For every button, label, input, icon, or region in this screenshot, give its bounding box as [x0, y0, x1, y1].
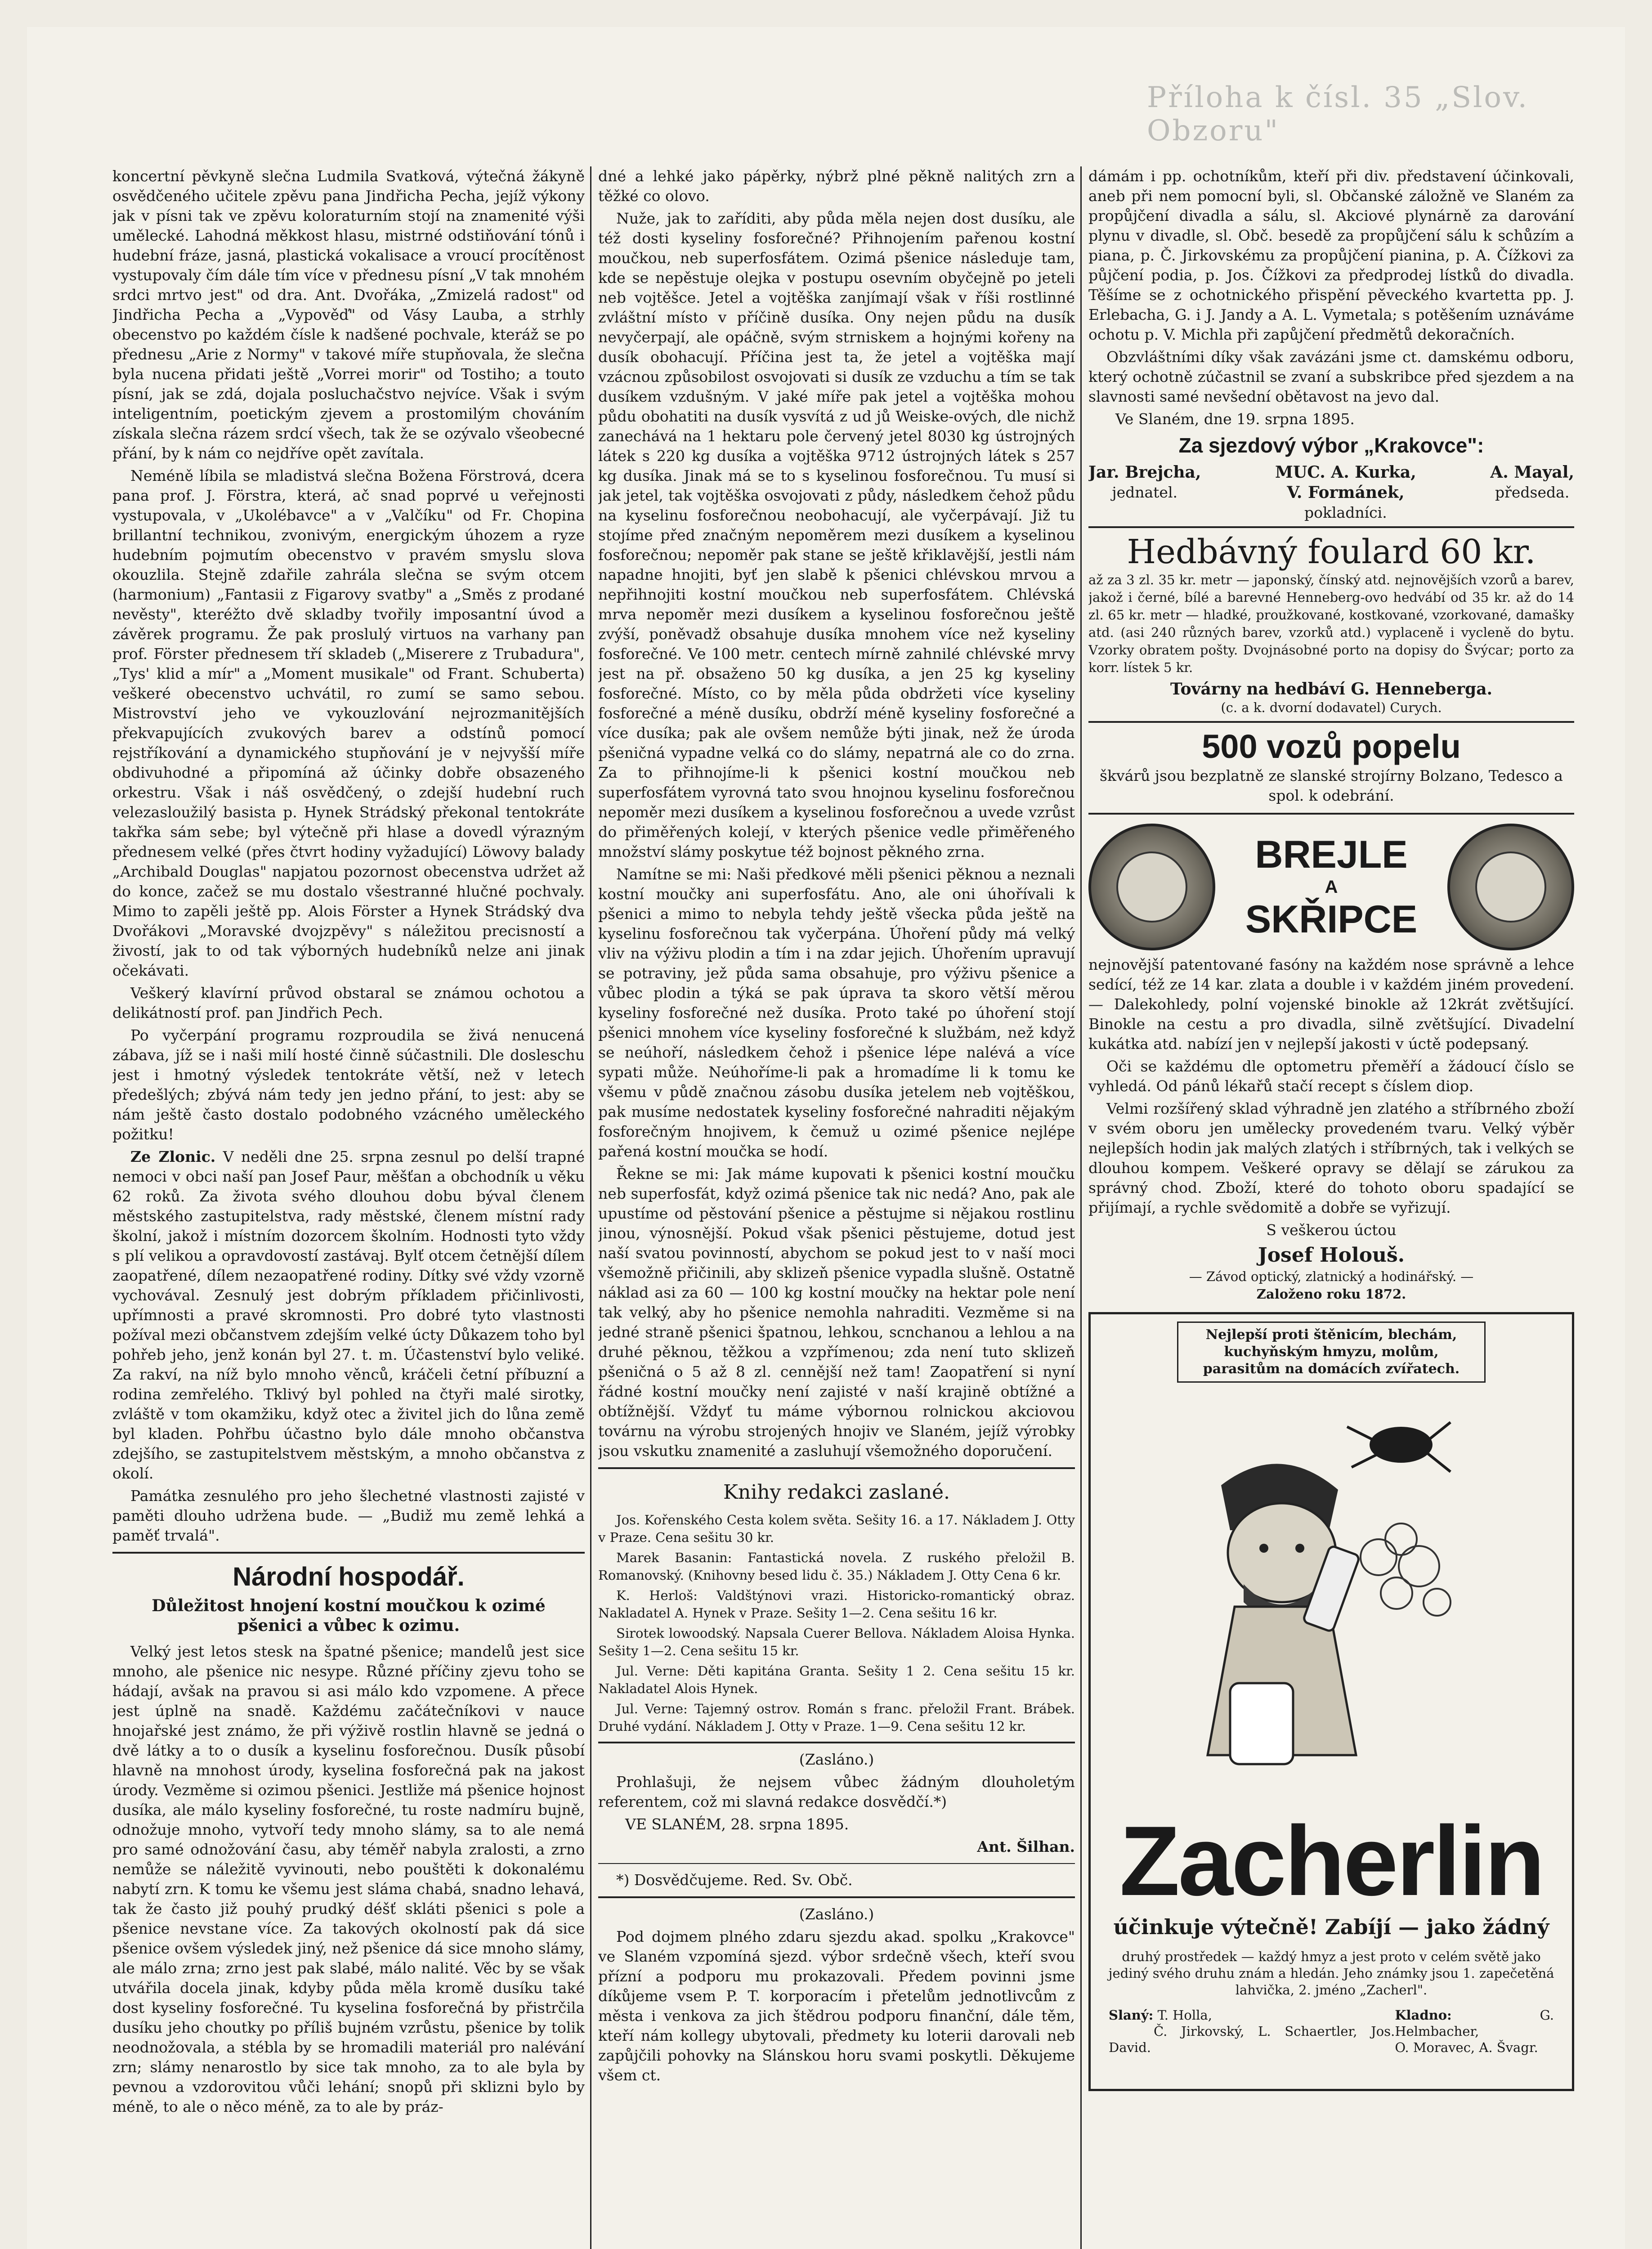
advert-text: nejnovější patentované fasóny na každém nose správně a lehce sedící, též ze 14 kar. zlata a double i v každém jiném provedení. — Dalekohledy, polní vojenské binokle až 12krát zvětšující. Binokle na cestu a pro divadla, silně zvětšující. Divadelní kukátka atd. nabízí jen v nejlepší jakosti v úctě podepsaný.: [1088, 956, 1574, 1053]
paragraph: [112, 1147, 585, 1483]
man-figure-icon: [1208, 1464, 1360, 1764]
column-2: [598, 166, 1075, 2249]
book-list: [598, 1511, 1075, 1735]
advert-title: Hedbávný foulard 60 kr.: [1127, 533, 1536, 571]
depot-seller: Jos. David.: [1109, 2024, 1395, 2055]
signature: Ant. Šilhan.: [977, 1838, 1075, 1855]
advert-brejle: [1088, 813, 1574, 1308]
member-name: MUC. A. Kurka,: [1275, 463, 1416, 482]
book-item: Marek Basanin: Fantastická novela. Z ruského přeložil B. Romanovský. (Knihovny besed lidu č. 35.) Nákladem J. Otty Cena 6 kr.: [598, 1550, 1075, 1583]
book-item: K. Herloš: Valdštýnovi vrazi. Historicko-romantický obraz. Nakladatel A. Hynek v Praze. Sešity 1—2. Cena sešitu 16 kr.: [598, 1588, 1075, 1621]
advert-closing: S veškerou úctou: [1266, 1221, 1397, 1239]
zacherlin-illustration: [1167, 1413, 1455, 1809]
spray-cloud-icon: [1361, 1523, 1451, 1616]
advert-popel: [1088, 721, 1574, 813]
paragraph: Veškerý klavírní průvod obstaral se známou ochotou a delikátností prof. pan Jindřich Pech.: [112, 984, 585, 1021]
depot-left: [1109, 2007, 1395, 2056]
member-name: A. Mayal,: [1490, 463, 1574, 482]
advert-founded: Založeno roku 1872.: [1256, 1286, 1406, 1302]
brejle-title: [1245, 832, 1417, 942]
book-item: Jul. Verne: Tajemný ostrov. Román s franc. přeložil Frant. Brábek. Druhé vydání. Nákladem J. Otty v Praze. 1—9. Cena sešitu 12 kr.: [598, 1701, 1075, 1734]
page-header: Příloha k čísl. 35 „Slov. Obzoru": [1147, 81, 1529, 148]
divider: [598, 1896, 1075, 1898]
member-name: V. Formánek,: [1287, 483, 1405, 502]
book-item: Sirotek lowoodský. Napsala Cuerer Bellova. Nákladem Aloisa Hynka. Sešity 1—2. Cena sešitu 15 kr.: [598, 1626, 1075, 1658]
news-text: V neděli dne 25. srpna zesnul po delší trapné nemoci v obci naší pan Josef Paur, měšťan a obchodník u věku 62 roků. Za života svého dlouhou dobu býval členem městského zastupitelstva, rady městské, členem místní rady školní, jakož i místním dozorcem školním. Hodnosti tyto vždy s plí velikou a opravdovostí zastávaj. Bylť otcem četnější dílem zaopatřené, dílem nezaopatřené rodiny. Dítky své vždy vzorně vychovával. Zesnulý jest dobrým příkladem přičinlivosti, upřímnosti a pravé skromnosti. Pro dobré tyto vlastnosti požíval mezi občanstvem zdejším velké úcty Důkazem toho byl pohřeb jeho, jenž konán byl 27. t. m. Účastenství bylo veliké. Za rakví, na níž bylo mnoho věnců, kráčeli četní příbuzní a rodina zemřelého. Tklivý byl pohled na čtyři malé sirotky, zvláště v tom okamžiku, když otec a živitel jich do lůna země byl kladen. Pohřbu účastno bylo dále mnoho občanstva zdejšího, se zastupitelstvem městským, a mnoho občanstva z okolí.: [112, 1148, 585, 1482]
paragraph: Velký jest letos stesk na špatné pšenice; mandelů jest sice mnoho, ale pšenice nic nesype. Různé příčiny zjevu toho se hádají, avšak na pravou si asi málo kdo vzpomene. A přece jest úplně na snadě. Každému začátečníkovi v nauce hnojařské jest známo, že při výživě rostlin hlavně se jedná o dvě látky a to o dusík a kyselinu fosforečnou. Dusík působí hlavně na mnohost úrody, kyselina fosforečná pak na jakost úrody. Vezměme si ozimou pšenici. Jestliže má pšenice hojnost dusíka, ale málo kyseliny fosforečné, tu roste nadmíru bujně, odnožuje mnoho, vytvoří tedy mnoho slámy, sa to ale nemá pro samé odnožování času, aby téměř nabyla zralosti, a zrno nemůže se náležitě vyvinouti, nebo pouštěti k dokonalému nabytí zrn. K tomu ke všemu jest sláma chabá, snadno lehavá, tak že často již pouhý prudký déšť skláti pšenici s pole a pšenice nevstane více. Za takových okolností pak dá sice pšenice ovšem výsledek jiný, než pšenice dá sice mnoho slámy, ale málo zrna; zrno jest pak slabé, málo nalité. Věc by se však utvářila docela jinak, kdyby půda měla kromě dusíku také dost kyseliny fosforečné. Tu kyselina fosforečná by přistrčila dusíku jeho choutky po příliš bujném vzrůstu, pšenice by tolik neodnožovala, a stébla by se hromadili materiál pro nalévání zrn; slámy nenarostlo by sice tak mnoho, za to ale byla by pevnou a vzdorovitou vůči lehání; snopů při sklizni bylo by méně, to ale o něco méně, za to ale by práz-: [112, 1643, 585, 2115]
advert-footer: Továrny na hedbáví G. Henneberga.: [1170, 680, 1493, 699]
depot-seller: G. Helmbacher,: [1395, 2007, 1554, 2039]
advert-foulard: [1088, 526, 1574, 721]
member-role: předseda.: [1495, 484, 1570, 501]
depot-town: Slaný:: [1109, 2007, 1154, 2023]
books-title: Knihy redakci zaslané.: [723, 1481, 950, 1504]
book-item: Jul. Verne: Děti kapitána Granta. Sešity 1 2. Cena sešitu 15 kr. Nakladatel Alois Hynek.: [598, 1663, 1075, 1696]
paragraph: Prohlašuji, že nejsem vůbec žádným dlouholetým referentem, což mi slavná redakce dosvědčí.*): [598, 1773, 1075, 1810]
divider: [112, 1552, 585, 1554]
depot-town: Kladno:: [1395, 2007, 1452, 2023]
paragraph: Památka zesnulého pro jeho šlechetné vlastnosti zajisté v paměti dlouho udržena bude. — „Budiž mu země lehká a paměť trvalá".: [112, 1487, 585, 1544]
paragraph: Pod dojmem plného zdaru sjezdu akad. spolku „Krakovce" ve Slaném vzpomíná sjezd. výbor srdečně všech, kteří svou přízní a podporu mu prokazovali. Předem povinni jsme díkůjeme vsem P. T. korporacím i přetelům jednotlivcům z města i venkova za jich štědrou podporu finanční, dále těm, kteří nám kollegy ubytovali, předmety ku loterii darovali neb zapůjčili pohovky na Slánskou horu svami poskytli. Děkujeme všem ct.: [598, 1928, 1075, 2084]
zaslano-label: (Zasláno.): [799, 1905, 874, 1923]
advert-firm: — Závod optický, zlatnický a hodinářský. —: [1189, 1269, 1474, 1284]
advert-footer: (c. a k. dvorní dodavatel) Curych.: [1221, 700, 1442, 715]
member-role: jednatel.: [1112, 484, 1178, 501]
column-divider: [590, 166, 591, 2249]
paragraph: koncertní pěvkyně slečna Ludmila Svatková, výtečná žákyně osvědčeného učitele zpěvu pana Jindřicha Pecha, jejíž výkony jak v písni tak ve zpěvu koloraturním stojí na znamenité výši umělecké. Lahodná měkkost hlasu, mistrné odstiňování tónů i hudební fráze, jasná, plastická vokalisace a vroucí procítěnost vystupovaly čím dále tím více v přednesu písní „V tak mnohém srdci mrtvo jest" od dra. Ant. Dvořáka, „Zmizelá radost" od Jindřicha Pecha a „Vypověď" od Vásy Lauba, a strhly obecenstvo po každém čísle k nadšené pochvale, kteráž se po přednesu „Arie z Normy" v takové míře stupňovala, že slečna byla nucena přidati ještě „Vorrei morir" od Tostiho; a touto písní, jak se zdá, dojala posluchačstvo nejvíce. Však i svým inteligentním, poetickým zjevem a prostomilým chováním získala slečna rázem srdcí všech, tak že se ozývalo všeobecné přání, by k nám co nejdříve opět zavítala.: [112, 167, 585, 462]
advert-name: Josef Holouš.: [1258, 1244, 1405, 1267]
paragraph: Namítne se mi: Naši předkové měli pšenici pěknou a neznali kostní moučky ani superfosfátu. Ano, ale oni úhořívali k pšenici a mimo to nebyla tehdy ještě všecka půda ještě na kyselinu fosforečnou tak vyčerpána. Úhoření půdy má velký vliv na výživu plodin a tím i na zdar jejich. Úhořením upravují se potraviny, jež půda sama obsahuje, pro výživu pšenice a vůbec plodin a týká se pak úprava ta skoro větší měrou kyseliny fosforečné než dusíka. Proto také po úhoření stojí pšenici mnohem více kyseliny fosforečné k službám, než když se neúhoří, následkem čehož i pšenice lépe nalévá a více sypati může. Neúhoříme-li pak a hromadíme li k tomu ke všemu v půdě značnou zásobu dusíka jetelem neb vojtěškou, pak musíme nedostatek kyseliny fosforečné nahraditi nějakým fosforečným hnojivem, k čemuž u ozimé pšenice nejlépe pařená kostní moučka se hodí.: [598, 865, 1075, 1160]
brejle-word: SKŘIPCE: [1245, 898, 1418, 941]
zacherlin-depots: [1109, 2007, 1554, 2056]
footnote: *) Dosvědčujeme. Red. Sv. Obč.: [616, 1871, 853, 1889]
date-line: VE SLANÉM, 28. srpna 1895.: [625, 1815, 849, 1833]
depot-seller: A. Švagr.: [1479, 2040, 1538, 2055]
depot-seller: O. Moravec,: [1395, 2040, 1475, 2055]
committee-member: [1088, 462, 1201, 523]
member-role: pokladníci.: [1304, 504, 1387, 521]
committee-member: [1490, 462, 1574, 523]
column-1: [112, 166, 585, 2249]
paragraph: Řekne se mi: Jak máme kupovati k pšenici kostní moučku neb superfosfát, když ozimá pšenice tak nic nedá? Ano, pak ale upustíme od pěstování pšenice a pěstujme si nějakou rostlinu jinou, výnosnější. Pokud však pšenici pěstujeme, dotud jest naší svatou povinností, abychom se pokud jest to v naší moci všemožně přičinili, aby sklizeň pšenice vypadla slušně. Ostatně náklad asi za 60 — 100 kg kostní moučky na hektar pole není tak velký, aby ho pšenice nemohla nahraditi. Vezměme si na jedné straně pšenici špatnou, lehkou, scnchanou a lehlou a na druhé pěknou, těžkou a vzpřímenou; zda není tuto sklizeň pšeničná o 5 až 8 zl. cennější než tam! Zaopatření si nyní řádné kostní moučky není zajisté v naší krajině obtížné a obtížnější. Vždyť tu máme výbornou rolnickou akciovou továrnu na výrobu strojených hnojiv ve Slaném, jejíž výrobky jsou vskutku znamenité a zasluhují všemožného doporučení.: [598, 1165, 1075, 1460]
paragraph: Po vyčerpání programu rozproudila se živá nenucená zábava, jíž se i naši milí hosté činně súčastnili. Dle dosleschu jest i hmotný výsledek tentokráte větší, než v letech předešlých; zbývá nám tedy jen jedno přání, to jest: aby se nám ještě často dostalo podobného vzácného uměleckého požitku!: [112, 1026, 585, 1143]
section-title: Národní hospodář.: [233, 1562, 465, 1591]
paragraph: Neméně líbila se mladistvá slečna Božena Förstrová, dcera pana prof. J. Förstra, která, ač snad poprvé u veřejnosti vystupovala, v „Ukolébavce" a v „Valčíku" od Fr. Chopina brillantní technikou, zvonivým, energickým úhozem a ryze hudebním pojmutím obecenstvo v pravém smyslu slova okouzlila. Stejně zdařile zahrála slečna se svým otcem (harmonium) „Fantasii z Figarovy svatby" a „Směs z prodané nevěsty", kteréžto dvě skladby tvořily imposantní úvod a závěrek programu. Že pak proslulý virtuos na varhany pan prof. Förster přednesem tří skladeb („Miserere z Trubadura", „Tys' klid a mír" a „Moment musikale" od Frant. Schuberta) veškeré obecenstvo uchvátil, ro zumí se samo sebou. Mistrovství jeho ve vykouzlování nejrozmanitějších překvapujících zvukových barev a odstínů pomocí rejstříkování a dynamického stupňování je v nejvyšší míře obdivuhodné a připomíná až účinky dobře obsazeného orkestru. Však i náš osvědčený, o zdejší hudební ruch velezasloužilý basista p. Hynek Strádský překonal tentokráte takřka sám sebe; byl výtečně při hlase a dovedl výrazným přednesem velké (přes čtvrt hodiny vyžadující) Löwovy balady „Archibald Douglas" napjatou pozornost obecenstva udržet až do konce, začež se mu dostalo všestranné hlučné pochvaly. Mimo to zapěli ještě pp. Alois Förster a Hynek Strádský dva Dvořákovi „Moravské dvojzpěvy" s náležitou precisností a živostí, jak to od tak výborných hudebníků nelze ani jinak očekávati.: [112, 467, 585, 979]
zacherlin-text: druhý prostředek — každý hmyz a jest proto v celém světě jako jediný svého druhu znám a hledán. Jeho známky jsou 1. zapečetěná lahvička, 2. jméno „Zacherl".: [1108, 1949, 1554, 1998]
advert-text: škvárů jsou bezplatně ze slanské strojírny Bolzano, Tedesco a spol. k odebrání.: [1100, 767, 1563, 804]
paragraph: dné a lehké jako pápěrky, nýbrž plné pěkně nalitých zrn a těžké co olovo.: [598, 167, 1075, 205]
depot-seller: Č. Jirkovský,: [1154, 2024, 1245, 2039]
committee-signatures: [1088, 462, 1574, 523]
date-line: Ve Slaném, dne 19. srpna 1895.: [1115, 410, 1355, 428]
column-divider: [1080, 166, 1082, 2249]
divider: [598, 1467, 1075, 1469]
depot-seller: T. Holla,: [1157, 2007, 1212, 2023]
advert-text: až za 3 zl. 35 kr. metr — japonský, čínský atd. nejnovějších vzorů a barev, jakož i černé, bílé a barevné Henneberg-ovo hedvábí od 35 kr. až do 14 zl. 65 kr. metr — hladké, proužkované, kostkované, vzorkované, damašky atd. (asi 240 různých barev, vzorků atd.) vyplaceně i vycleně do bytu. Vzorky obratem pošty. Dvojnásobné porto na dopisy do Švýcar; porto za korr. lístek 5 kr.: [1088, 572, 1574, 675]
brejle-word: A: [1325, 877, 1338, 897]
medal-right-icon: [1447, 824, 1574, 950]
medal-left-icon: [1088, 824, 1215, 950]
divider: [598, 1742, 1075, 1743]
zacherlin-title: Zacherlin: [1119, 1805, 1544, 1916]
brejle-word: BREJLE: [1255, 833, 1408, 876]
depot-seller: L. Schaertler,: [1258, 2024, 1357, 2039]
divider: [598, 1863, 1075, 1864]
paragraph: dámám i pp. ochotníkům, kteří při div. představení účinkovali, aneb při nem pomocní byli, sl. Občanské záložně ve Slaném za propůjčení divadla a sálu, sl. Akciové plynárně za darování plynu v divadle, sl. Obč. besedě za propůjčení sálu k schůzím a piana, p. Č. Jirkovskému za propůjčení pianina, p. A. Čížkovi za půjčení podia, p. Jos. Čížkovi za předprodej lístků do divadla. Těšíme se z ochotnického přispění pěveckého kvartetta pp. J. Erlebacha, G. i J. Jandy a A. L. Vymetala; s potěšením uznáváme ochotu p. V. Michla při zapůjčení předmětů dekoračních.: [1088, 167, 1574, 343]
committee-title: Za sjezdový výbor „Krakovce":: [1178, 434, 1484, 457]
advert-zacherlin: [1088, 1312, 1574, 2091]
beetle-icon: [1347, 1422, 1451, 1472]
article-title: Důležitost hnojení kostní moučkou k ozimé pšenici a vůbec k ozimu.: [152, 1596, 546, 1635]
paragraph: Nuže, jak to zaříditi, aby půda měla nejen dost dusíku, ale též dosti kyseliny fosforečné? Přihnojením pařenou kostní moučkou, neb superfosfátem. Ozimá pšenice následuje tam, kde se nepěstuje olejka v postupu osevním obyčejně po jeteli neb vojtěšce. Jetel a vojtěška zanjímají však v říši rostlinné zvláštní místo v příčině dusíka. Ony nejen půdu na dusík nevyčerpají, ale opáčně, svým strniskem a hojnými kořeny na dusík obohacují. Příčina jest ta, že jetel a vojtěška mají vzácnou způsobilost osvojovati si dusík ze vzduchu a tím se tak dusíkem vzdušným. V jaké míře pak jetel a vojtěška mohou půdu obohatiti na dusík vysvítá z ud jů Weiske-ových, dle nichž zanechává na 1 hektaru pole červený jetel 8030 kg ústrojných látek s 220 kg dusíka a vojtěška 9712 ústrojných látek s 257 kg dusíka. Jinak má se to s kyselinou fosforečnou. Tu musí si jak jetel, tak vojtěška osvojovati z půdy, následkem čehož půdu na kyselinu fosforečnou neobohacují, ale vyčerpávají. Již tu stojíme před značným nepoměrem mezi dusíkem a kyselinou fosforečnou; nepoměr pak stane se ještě křiklavější, jestli nám napadne hnojiti, byť jen slabě k pšenici chlévskou mrvou a nepřihnojiti kostní moučkou neb superfosfátem. Chlévská mrva nepoměr mezi dusíkem a kyselinou fosforečnou ještě zvýší, poněvadž obsahuje dusíka mnohem více než kyseliny fosforečné. Ve 100 metr. centech mírně zahnilé chlévské mrvy jest na př. obsaženo 50 kg dusíka, a jen 25 kg kyseliny fosforečné. Místo, co by měla půda obdržeti více kyseliny fosforečné a méně dusíku, obdrží méně kyseliny fosforečné a více dusíka; pak ale ovšem nemůže býti jinak, než že úroda pšeničná vypadne velká co do slámy, nepatrná ale co do zrna. Za to přihnojíme-li k pšenici kostní moučkou neb superfosfátem vyrovná tato svou hnojnou kyselinu fosforečnou nepoměr mezi dusíkem a kyselinou fosforečnou a uvede vzrůst do přiměřených kolejí, v kterých pšenice vedle přiměřeného množství slámy poskytue též bojnost pěkného zrna.: [598, 210, 1075, 860]
zaslano-label: (Zasláno.): [799, 1751, 874, 1768]
news-headline: Ze Zlonic.: [130, 1148, 216, 1165]
advert-text: Oči se každému dle optometru přeměří a žádoucí číslo se vyhledá. Od pánů lékařů stačí recept s číslem diop.: [1088, 1057, 1574, 1095]
member-name: Jar. Brejcha,: [1088, 463, 1201, 482]
paragraph: Obzvláštními díky však zavázáni jsme ct. damskému odboru, který ochotně zúčastnil se zvaní a subskribce před sjezdem a na slavnosti samé nevšední obětavost na jevo dal.: [1088, 348, 1574, 405]
zacherlin-slogan: účinkuje výtečně! Zabíjí — jako žádný: [1113, 1915, 1549, 1939]
column-3: [1088, 166, 1574, 2249]
brejle-header: [1088, 824, 1574, 950]
advert-title: 500 vozů popelu: [1202, 728, 1461, 765]
committee-member: [1275, 462, 1416, 523]
book-item: Jos. Kořenského Cesta kolem světa. Sešity 16. a 17. Nákladem J. Otty v Praze. Cena sešitu 30 kr.: [598, 1512, 1075, 1545]
advert-text: Velmi rozšířený sklad výhradně jen zlatého a stříbrného zboží v svém oboru jen umělecky provedeném tvaru. Velký výběr nejlepších hodin jak malých zlatých i stříbrných, tak i velkých se dlouhou kompem. Veškeré opravy se dělají se zárukou za správný chod. Zboží, které do tohoto oboru spadající se přijímají, a rychle svědomitě a dobře se vyřizují.: [1088, 1100, 1574, 1216]
zacherlin-tagline: Nejlepší proti štěnicím, blechám, kuchyňským hmyzu, molům, parasitům na domácích zvířatech.: [1177, 1322, 1486, 1383]
depot-right: [1395, 2007, 1554, 2056]
